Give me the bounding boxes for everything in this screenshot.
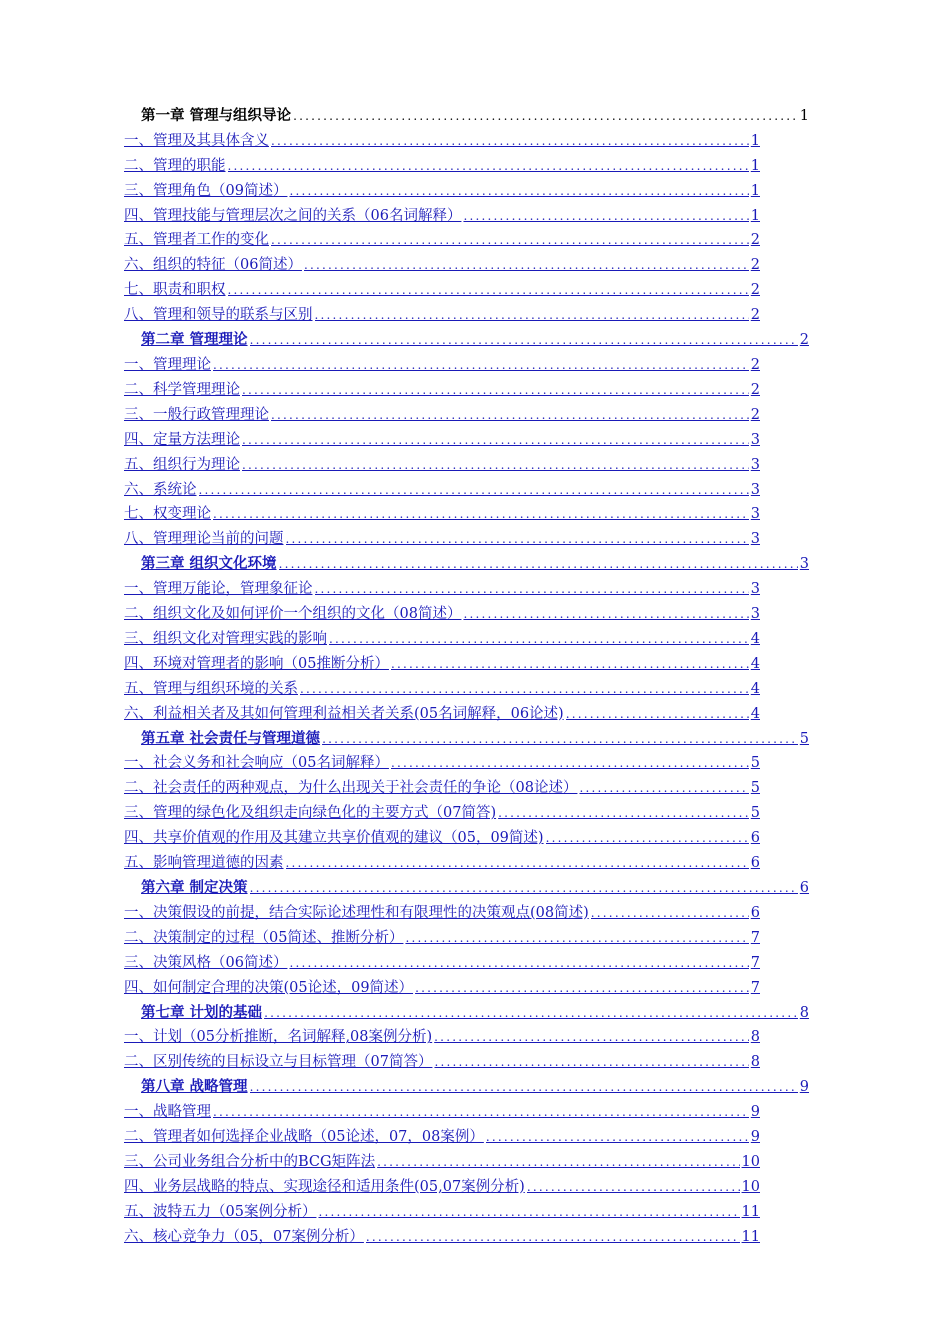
toc-entry-title: 二、社会责任的两种观点，为什么出现关于社会责任的争论（08论述）: [124, 780, 578, 797]
toc-dot-leader: [434, 1053, 748, 1071]
toc-entry-title: 三、一般行政管理理论: [124, 406, 269, 423]
toc-dot-leader: [315, 306, 749, 324]
toc-entry-title: 六、系统论: [124, 481, 197, 498]
toc-entry-title: 二、管理者如何选择企业战略（05论述，07，08案例）: [124, 1129, 484, 1146]
toc-chapter-entry[interactable]: [124, 324, 809, 349]
toc-page-number: 3: [750, 606, 760, 623]
toc-dot-leader: [434, 1028, 749, 1046]
toc-section-entry[interactable]: [124, 947, 760, 972]
toc-page-number: 2: [750, 232, 760, 249]
toc-page-number: 11: [741, 1203, 760, 1220]
toc-dot-leader: [304, 256, 749, 274]
toc-page-number: 7: [750, 979, 760, 996]
toc-page-number: 2: [750, 307, 760, 324]
toc-page-number: 4: [750, 655, 760, 672]
toc-page-number: 6: [750, 904, 760, 921]
toc-page-number: 1: [750, 182, 760, 199]
toc-section-entry[interactable]: [124, 822, 760, 847]
toc-dot-leader: [213, 505, 749, 523]
toc-entry-title: 三、决策风格（06简述）: [124, 954, 288, 971]
toc-chapter-entry[interactable]: [124, 548, 809, 573]
toc-entry-title: 八、管理理论当前的问题: [124, 531, 284, 548]
toc-entry-title: 四、定量方法理论: [124, 431, 240, 448]
toc-dot-leader: [318, 1203, 739, 1221]
toc-section-entry[interactable]: [124, 523, 760, 548]
toc-chapter-entry[interactable]: [124, 723, 809, 748]
toc-page-number: 2: [750, 257, 760, 274]
toc-entry-title: 五、组织行为理论: [124, 456, 240, 473]
toc-page-number: 4: [750, 705, 760, 722]
toc-page-number: 5: [799, 730, 809, 747]
toc-entry-title: 一、管理理论: [124, 356, 211, 373]
toc-section-entry[interactable]: [124, 1121, 760, 1146]
toc-entry-title: 二、组织文化及如何评价一个组织的文化（08简述）: [124, 606, 462, 623]
toc-section-entry[interactable]: [124, 1046, 760, 1071]
toc-section-entry[interactable]: [124, 1221, 760, 1246]
toc-page-number: 1: [799, 107, 809, 124]
toc-chapter-entry[interactable]: [124, 872, 809, 897]
toc-page-number: 6: [750, 830, 760, 847]
toc-section-entry[interactable]: [124, 922, 760, 947]
toc-page-number: 6: [799, 880, 809, 896]
toc-entry-title: 第二章 管理理论: [141, 331, 248, 349]
toc-section-entry[interactable]: [124, 125, 760, 150]
toc-dot-leader: [527, 1178, 740, 1196]
toc-page-number: 3: [750, 506, 760, 523]
toc-entry-title: 第五章 社会责任与管理道德: [141, 729, 321, 747]
toc-dot-leader: [498, 804, 749, 822]
toc-dot-leader: [415, 979, 749, 997]
toc-section-entry[interactable]: [124, 1096, 760, 1121]
table-of-contents: [124, 100, 814, 1246]
toc-page-number: 9: [799, 1079, 809, 1096]
toc-dot-leader: [329, 630, 749, 648]
toc-dot-leader: [405, 929, 748, 947]
toc-entry-title: 三、管理角色（09简述）: [124, 182, 288, 199]
toc-entry-title: 六、核心竞争力（05，07案例分析）: [124, 1228, 364, 1245]
toc-chapter-entry[interactable]: [124, 997, 809, 1022]
toc-page-number: 8: [750, 1054, 760, 1071]
toc-entry-title: 七、权变理论: [124, 506, 211, 523]
toc-entry-title: 七、职责和职权: [124, 282, 226, 299]
toc-entry-title: 二、科学管理理论: [124, 381, 240, 398]
toc-dot-leader: [271, 132, 749, 150]
toc-entry-title: 一、战略管理: [124, 1104, 211, 1121]
toc-page-number: 1: [750, 207, 760, 224]
toc-dot-leader: [391, 655, 749, 673]
toc-dot-leader: [546, 829, 749, 847]
toc-dot-leader: [293, 107, 798, 125]
toc-section-entry[interactable]: [124, 1146, 760, 1171]
toc-page-number: 9: [750, 1129, 760, 1146]
toc-section-entry[interactable]: [124, 797, 760, 822]
toc-section-entry[interactable]: [124, 847, 760, 872]
toc-dot-leader: [286, 530, 749, 548]
toc-entry-title: 第一章 管理与组织导论: [141, 106, 292, 124]
toc-page-number: 8: [799, 1004, 809, 1021]
toc-page-number: 3: [750, 456, 760, 473]
toc-entry-title: 五、影响管理道德的因素: [124, 855, 284, 872]
toc-entry-title: 四、共享价值观的作用及其建立共享价值观的建议（05，09简述): [124, 830, 544, 847]
toc-entry-title: 四、业务层战略的特点、实现途径和适用条件(05,07案例分析): [124, 1178, 525, 1195]
toc-section-entry[interactable]: [124, 1196, 760, 1221]
toc-dot-leader: [242, 381, 749, 399]
toc-dot-leader: [463, 207, 748, 225]
toc-dot-leader: [322, 730, 798, 748]
toc-page-number: 3: [799, 556, 809, 573]
toc-page-number: 8: [750, 1029, 760, 1046]
toc-entry-title: 六、组织的特征（06简述）: [124, 257, 302, 274]
toc-entry-title: 三、组织文化对管理实践的影响: [124, 630, 327, 647]
toc-section-entry[interactable]: [124, 573, 760, 598]
toc-entry-title: 第七章 计划的基础: [141, 1003, 263, 1021]
toc-entry-title: 一、社会义务和社会响应（05名词解释）: [124, 755, 389, 772]
toc-entry-title: 五、管理与组织环境的关系: [124, 680, 298, 697]
toc-section-entry[interactable]: [124, 249, 760, 274]
toc-dot-leader: [300, 680, 749, 698]
toc-page-number: 3: [750, 431, 760, 448]
toc-page-number: 5: [750, 755, 760, 772]
toc-page-number: 7: [750, 954, 760, 971]
toc-dot-leader: [228, 157, 749, 175]
toc-dot-leader: [289, 182, 748, 200]
toc-section-entry[interactable]: [124, 972, 760, 997]
toc-entry-title: 一、管理万能论，管理象征论: [124, 581, 313, 598]
toc-section-entry[interactable]: [124, 748, 760, 773]
toc-section-entry[interactable]: [124, 399, 760, 424]
toc-dot-leader: [250, 1078, 798, 1096]
toc-entry-title: 二、区别传统的目标设立与目标管理（07简答）: [124, 1054, 433, 1071]
toc-section-entry[interactable]: [124, 673, 760, 698]
toc-dot-leader: [242, 431, 749, 449]
toc-dot-leader: [289, 954, 748, 972]
toc-dot-leader: [264, 1004, 798, 1022]
toc-section-entry[interactable]: [124, 474, 760, 499]
toc-page-number: 10: [741, 1153, 760, 1170]
toc-chapter-entry[interactable]: [124, 1071, 809, 1096]
toc-dot-leader: [250, 331, 798, 349]
toc-dot-leader: [213, 1103, 749, 1121]
toc-page-number: 2: [750, 406, 760, 423]
toc-dot-leader: [391, 754, 749, 772]
toc-section-entry[interactable]: [124, 424, 760, 449]
toc-page-number: 5: [750, 805, 760, 822]
toc-page-number: 9: [750, 1104, 760, 1121]
toc-page-number: 10: [741, 1178, 760, 1195]
toc-dot-leader: [315, 580, 749, 598]
toc-entry-title: 一、计划（05分析推断，名词解释,08案例分析): [124, 1029, 433, 1046]
toc-section-entry[interactable]: [124, 1022, 760, 1047]
toc-section-entry[interactable]: [124, 374, 760, 399]
toc-page-number: 1: [750, 132, 760, 149]
toc-page-number: 4: [750, 630, 760, 647]
toc-page-number: 4: [750, 680, 760, 697]
toc-page-number: 2: [750, 381, 760, 398]
toc-entry-title: 八、管理和领导的联系与区别: [124, 307, 313, 324]
toc-dot-leader: [199, 481, 749, 499]
toc-section-entry[interactable]: [124, 200, 760, 225]
toc-page-number: 2: [750, 356, 760, 373]
toc-section-entry[interactable]: [124, 1171, 760, 1196]
toc-entry-title: 三、管理的绿色化及组织走向绿色化的主要方式（07简答): [124, 805, 497, 822]
toc-section-entry[interactable]: [124, 225, 760, 250]
toc-dot-leader: [279, 555, 798, 573]
toc-section-entry[interactable]: [124, 150, 760, 175]
toc-dot-leader: [250, 879, 798, 897]
toc-entry-title: 六、利益相关者及其如何管理利益相关者关系(05名词解释，06论述): [124, 705, 564, 722]
toc-entry-title: 第八章 战略管理: [141, 1078, 248, 1096]
toc-page-number: 11: [741, 1228, 760, 1245]
toc-dot-leader: [242, 456, 749, 474]
toc-dot-leader: [566, 705, 749, 723]
toc-page-number: 2: [799, 332, 809, 349]
toc-page-number: 3: [750, 531, 760, 548]
toc-entry-title: 二、管理的职能: [124, 157, 226, 174]
toc-section-entry[interactable]: [124, 623, 760, 648]
toc-page-number: 7: [750, 929, 760, 946]
toc-section-entry[interactable]: [124, 698, 760, 723]
toc-section-entry[interactable]: [124, 648, 760, 673]
toc-section-entry[interactable]: [124, 897, 760, 922]
toc-entry-title: 五、管理者工作的变化: [124, 232, 269, 249]
toc-dot-leader: [579, 779, 748, 797]
toc-dot-leader: [591, 904, 749, 922]
toc-dot-leader: [366, 1228, 740, 1246]
toc-page-number: 6: [750, 855, 760, 872]
toc-page-number: 3: [750, 481, 760, 498]
toc-entry-title: 第三章 组织文化环境: [141, 555, 277, 573]
toc-entry-title: 二、决策制定的过程（05简述、推断分析）: [124, 929, 404, 946]
toc-dot-leader: [286, 854, 749, 872]
toc-dot-leader: [213, 356, 749, 374]
toc-page-number: 2: [750, 282, 760, 299]
toc-dot-leader: [228, 281, 749, 299]
toc-chapter-entry[interactable]: [124, 100, 809, 125]
toc-entry-title: 一、管理及其具体含义: [124, 132, 269, 149]
toc-entry-title: 五、波特五力（05案例分析）: [124, 1203, 317, 1220]
toc-entry-title: 三、公司业务组合分析中的BCG矩阵法: [124, 1153, 376, 1170]
toc-entry-title: 四、如何制定合理的决策(05论述，09简述）: [124, 979, 414, 996]
toc-entry-title: 四、环境对管理者的影响（05推断分析）: [124, 655, 389, 672]
toc-section-entry[interactable]: [124, 299, 760, 324]
toc-dot-leader: [463, 605, 748, 623]
toc-page-number: 3: [750, 581, 760, 598]
toc-entry-title: 一、决策假设的前提，结合实际论述理性和有限理性的决策观点(08简述): [124, 904, 589, 921]
toc-dot-leader: [486, 1128, 749, 1146]
toc-section-entry[interactable]: [124, 772, 760, 797]
toc-section-entry[interactable]: [124, 349, 760, 374]
toc-section-entry[interactable]: [124, 449, 760, 474]
toc-dot-leader: [377, 1153, 739, 1171]
toc-section-entry[interactable]: [124, 598, 760, 623]
toc-page-number: 5: [750, 780, 760, 797]
toc-entry-title: 第六章 制定决策: [141, 879, 248, 896]
toc-section-entry[interactable]: [124, 175, 760, 200]
toc-section-entry[interactable]: [124, 499, 760, 524]
toc-page-number: 1: [750, 157, 760, 174]
toc-dot-leader: [271, 406, 749, 424]
toc-dot-leader: [271, 231, 749, 249]
toc-section-entry[interactable]: [124, 274, 760, 299]
toc-entry-title: 四、管理技能与管理层次之间的关系（06名词解释）: [124, 207, 462, 224]
